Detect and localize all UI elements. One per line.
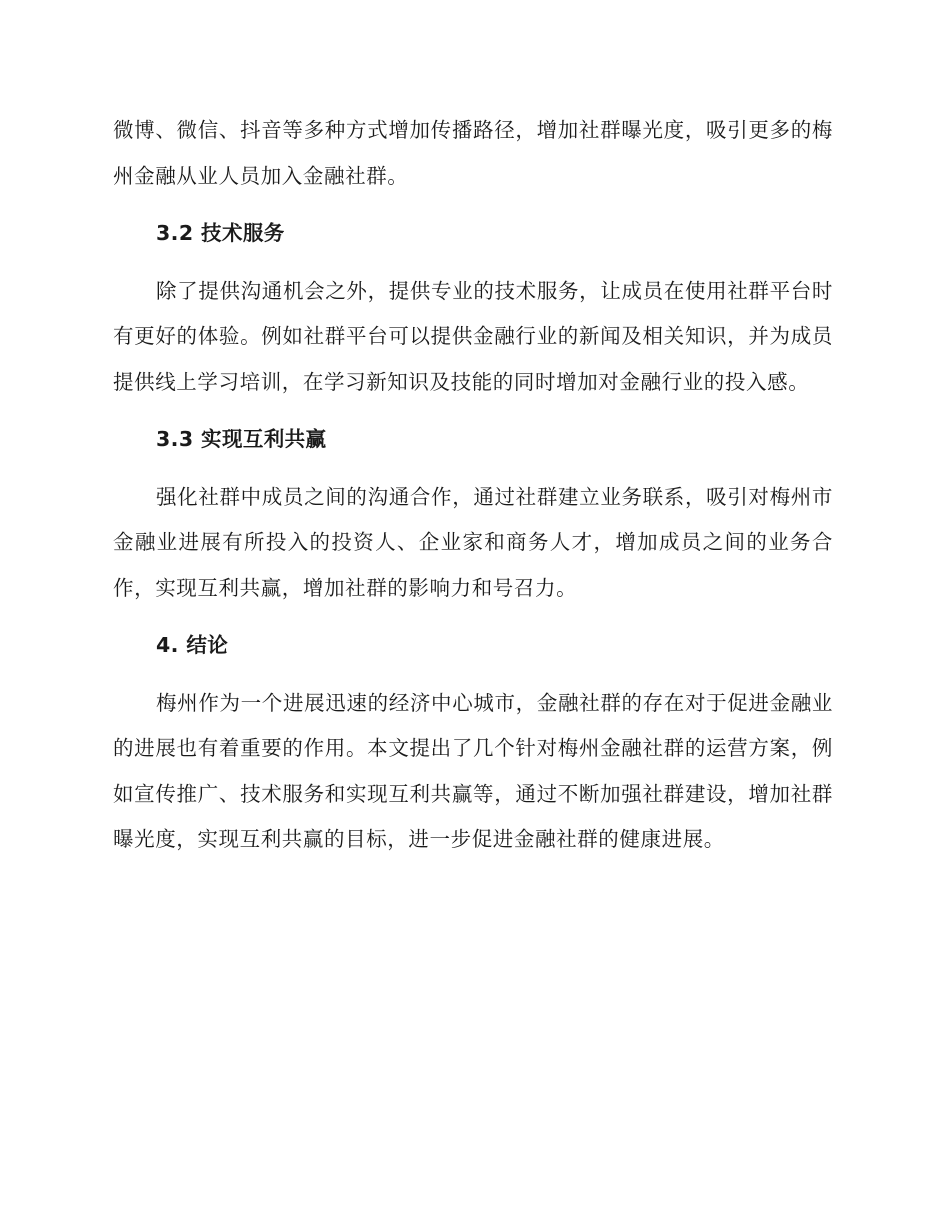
- document-page: [113, 108, 833, 863]
- paragraph-3-3: 强化社群中成员之间的沟通合作，通过社群建立业务联系，吸引对梅州市金融业进展有所投入的投资人、企业家和商务人才，增加成员之间的业务合作，实现互利共赢，增加社群的影响力和号召力。: [113, 484, 833, 600]
- heading-3-3: 3.3 实现互利共赢: [156, 427, 327, 451]
- heading-3-2: 3.2 技术服务: [156, 221, 285, 245]
- paragraph-3-2: 除了提供沟通机会之外，提供专业的技术服务，让成员在使用社群平台时有更好的体验。例如社群平台可以提供金融行业的新闻及相关知识，并为成员提供线上学习培训，在学习新知识及技能的同时增加对金融行业的投入感。: [113, 278, 833, 394]
- heading-4: 4. 结论: [156, 633, 229, 657]
- paragraph-4: 梅州作为一个进展迅速的经济中心城市，金融社群的存在对于促进金融业的进展也有着重要的作用。本文提出了几个针对梅州金融社群的运营方案，例如宣传推广、技术服务和实现互利共赢等，通过不断加强社群建设，增加社群曝光度，实现互利共赢的目标，进一步促进金融社群的健康进展。: [113, 690, 833, 851]
- paragraph-intro: 微博、微信、抖音等多种方式增加传播路径，增加社群曝光度，吸引更多的梅州金融从业人员加入金融社群。: [113, 118, 833, 188]
